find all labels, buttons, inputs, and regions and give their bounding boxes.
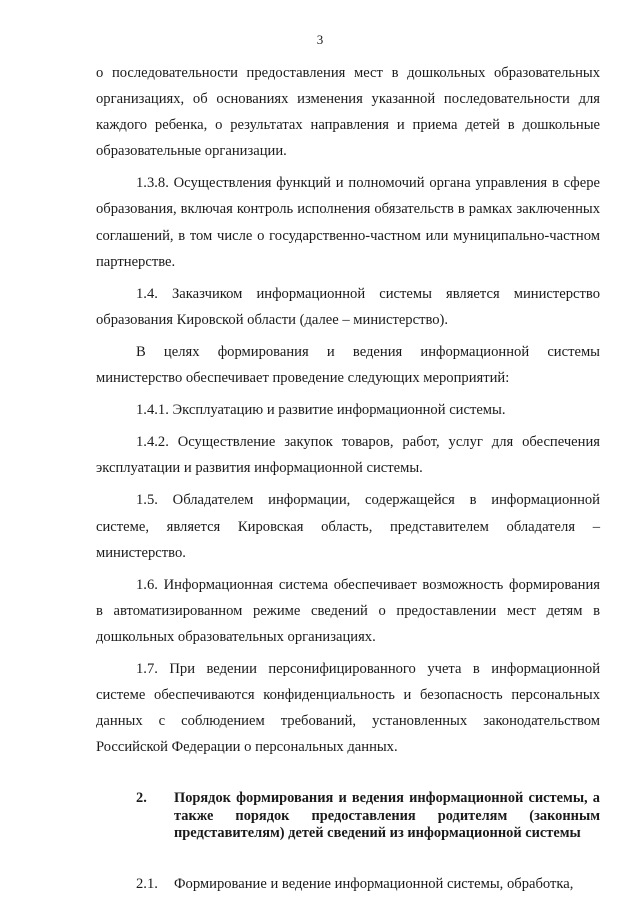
paragraph-measures-intro: В целях формирования и ведения информационной системы министерство обеспечивает проведение следующих мероприятий: [96, 343, 600, 387]
paragraph-1-4-2: 1.4.2. Осуществление закупок товаров, работ, услуг для обеспечения эксплуатации и развития информационной системы. [96, 434, 600, 477]
paragraph-continuation: о последовательности предоставления мест в дошкольных образовательных организациях, об основаниях изменения указанной последовательности для каждого ребенка, о результатах направления и приема детей в дошкольные образовательные организации. [96, 65, 600, 160]
section-number: 2. [136, 790, 147, 807]
section-heading [96, 790, 600, 843]
paragraph-1-3-8: 1.3.8. Осуществления функций и полномочий органа управления в сфере образования, включая контроль исполнения обязательств в рамках заключенных соглашений, в том числе о государственно-частном или муниципально-частном партнерстве. [96, 175, 600, 270]
subsection-number: 2.1. [136, 875, 158, 892]
subsection [96, 871, 600, 897]
paragraph-1-4: 1.4. Заказчиком информационной системы является министерство образования Кировской области (далее – министерство). [96, 285, 600, 328]
paragraph-1-4-1: 1.4.1. Эксплуатацию и развитие информационной системы. [136, 402, 506, 419]
paragraph-1-6: 1.6. Информационная система обеспечивает возможность формирования в автоматизированном режиме сведений о предоставлении мест детям в дошкольных образовательных организациях. [96, 576, 600, 645]
paragraph-1-5: 1.5. Обладателем информации, содержащейся в информационной системе, является Кировская область, представителем обладателя – министерство. [96, 492, 600, 561]
page-number: 3 [316, 32, 324, 47]
section-title: Порядок формирования и ведения информационной системы, а также порядок предоставления родителям (законным представителям) детей сведений из информационной системы [174, 790, 600, 842]
paragraph-1-7: 1.7. При ведении персонифицированного учета в информационной системе обеспечиваются конфиденциальность и безопасность персональных данных с соблюдением требований, установленных законодательством Российской Федерации о персональных данных. [96, 660, 600, 756]
subsection-text: Формирование и ведение информационной системы, обработка, [174, 875, 574, 892]
document-body [96, 60, 600, 897]
